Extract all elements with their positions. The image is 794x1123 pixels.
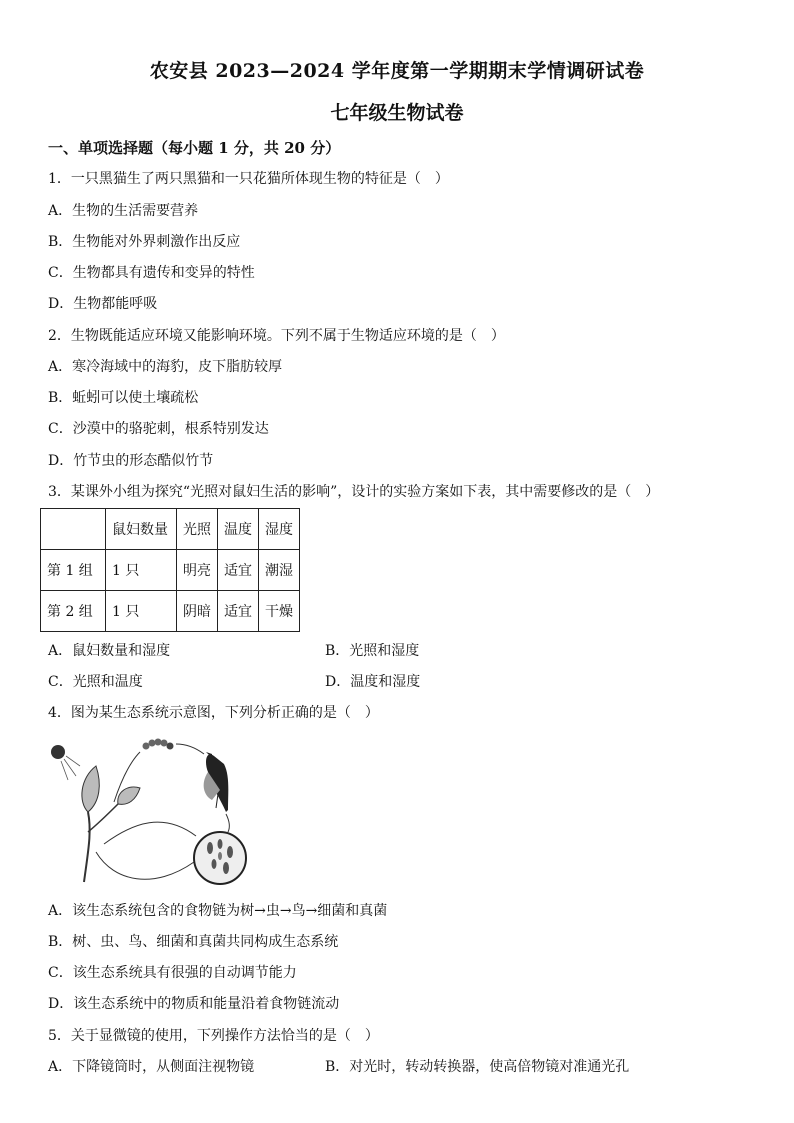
question-3-option-a: A．鼠妇数量和湿度 xyxy=(48,643,171,659)
question-2-option-a: A．寒冷海域中的海豹，皮下脂肪较厚 xyxy=(48,359,283,375)
table-header-row xyxy=(41,509,300,550)
question-5-option-b: B．对光时，转动转换器，使高倍物镜对准通光孔 xyxy=(325,1059,630,1075)
table-cell: 1 只 xyxy=(106,550,177,591)
bird-icon xyxy=(204,752,229,812)
table-cell: 第 2 组 xyxy=(41,591,106,632)
question-1-option-c: C．生物都具有遗传和变异的特性 xyxy=(48,265,255,281)
question-5-option-a: A．下降镜筒时，从侧面注视物镜 xyxy=(48,1059,255,1075)
table-header-cell: 光照 xyxy=(177,509,218,550)
table-cell: 干燥 xyxy=(259,591,300,632)
table-cell: 适宜 xyxy=(218,550,259,591)
question-3-option-c: C．光照和温度 xyxy=(48,674,143,690)
table-header-cell: 温度 xyxy=(218,509,259,550)
question-3-stem: 3．某课外小组为探究“光照对鼠妇生活的影响”，设计的实验方案如下表，其中需要修改的是（ ） xyxy=(48,484,660,500)
question-5-stem: 5．关于显微镜的使用，下列操作方法恰当的是（ ） xyxy=(48,1028,379,1044)
exam-subtitle: 七年级生物试卷 xyxy=(330,102,464,124)
question-1-option-a: A．生物的生活需要营养 xyxy=(48,203,199,219)
question-4-stem: 4．图为某生态系统示意图，下列分析正确的是（ ） xyxy=(48,705,379,721)
question-4-option-a: A．该生态系统包含的食物链为树→虫→鸟→细菌和真菌 xyxy=(48,903,388,919)
question-3-option-b: B．光照和湿度 xyxy=(325,643,420,659)
table-row xyxy=(41,591,300,632)
table-cell: 潮湿 xyxy=(259,550,300,591)
question-4-option-b: B．树、虫、鸟、细菌和真菌共同构成生态系统 xyxy=(48,934,339,950)
table-cell: 第 1 组 xyxy=(41,550,106,591)
question-3-option-d: D．温度和湿度 xyxy=(325,674,421,690)
ecosystem-diagram xyxy=(44,732,254,892)
question-2-option-d: D．竹节虫的形态酷似竹节 xyxy=(48,453,214,469)
table-cell: 明亮 xyxy=(177,550,218,591)
section-heading: 一、单项选择题（每小题 1 分，共 20 分） xyxy=(48,139,341,157)
table-row xyxy=(41,550,300,591)
question-1-stem: 1．一只黑猫生了两只黑猫和一只花猫所体现生物的特征是（ ） xyxy=(48,171,449,187)
table-header-cell xyxy=(41,509,106,550)
question-2-option-c: C．沙漠中的骆驼刺，根系特别发达 xyxy=(48,421,269,437)
sun-icon xyxy=(51,745,80,780)
bacteria-fungi-icon xyxy=(194,832,246,884)
table-header-cell: 湿度 xyxy=(259,509,300,550)
table-cell: 1 只 xyxy=(106,591,177,632)
exam-title: 农安县 2023—2024 学年度第一学期期末学情调研试卷 xyxy=(149,60,645,82)
tree-branch-icon xyxy=(82,766,140,882)
question-1-option-b: B．生物能对外界刺激作出反应 xyxy=(48,234,241,250)
question-2-stem: 2．生物既能适应环境又能影响环境。下列不属于生物适应环境的是（ ） xyxy=(48,328,505,344)
question-2-option-b: B．蚯蚓可以使土壤疏松 xyxy=(48,390,199,406)
table-cell: 阴暗 xyxy=(177,591,218,632)
question-1-option-d: D．生物都能呼吸 xyxy=(48,296,158,312)
table-cell: 适宜 xyxy=(218,591,259,632)
table-header-cell: 鼠妇数量 xyxy=(106,509,177,550)
question-4-option-d: D．该生态系统中的物质和能量沿着食物链流动 xyxy=(48,996,340,1012)
experiment-table xyxy=(40,508,300,632)
question-4-option-c: C．该生态系统具有很强的自动调节能力 xyxy=(48,965,297,981)
caterpillar-icon xyxy=(143,739,174,750)
